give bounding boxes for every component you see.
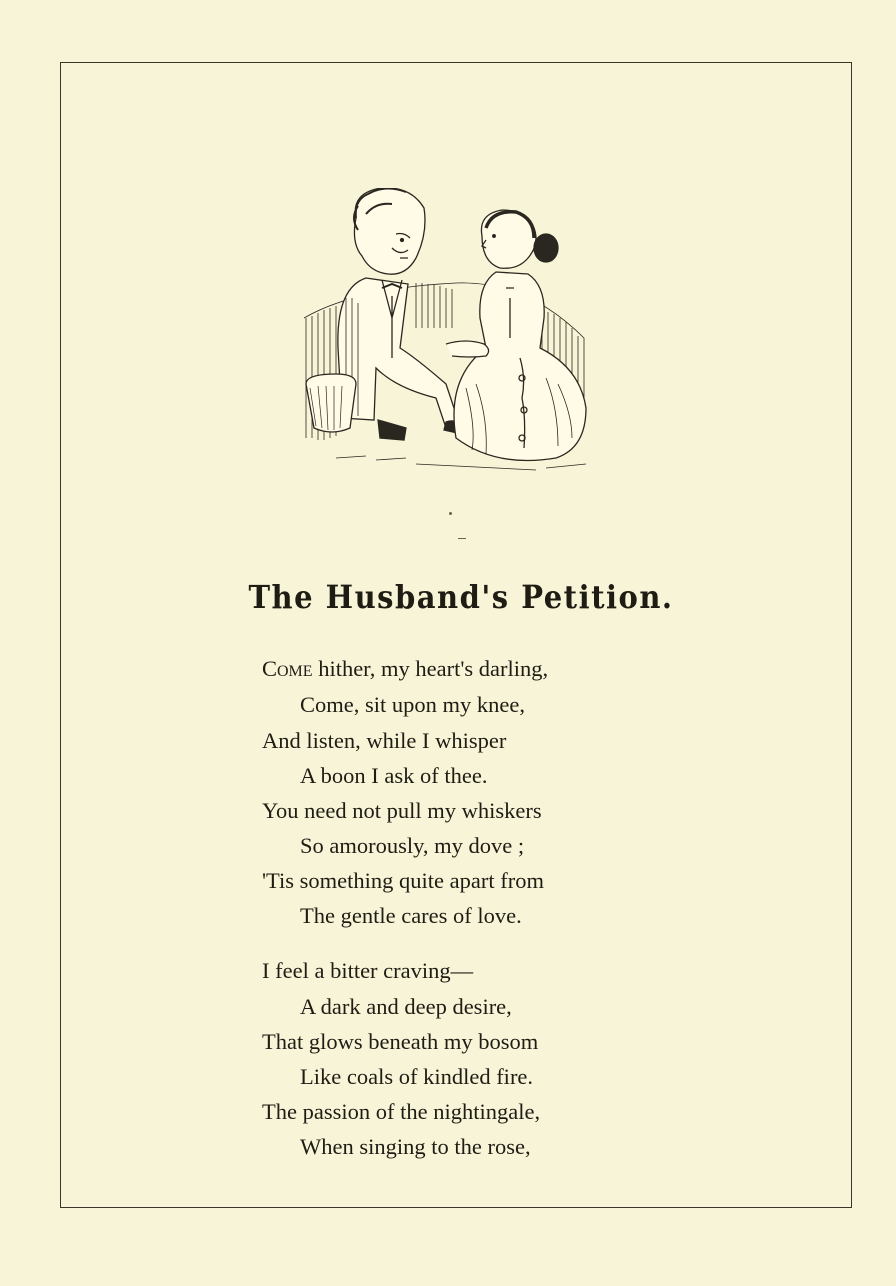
poem-line: Like coals of kindled fire. — [300, 1064, 534, 1089]
poem-line: I feel a bitter craving— — [262, 958, 474, 983]
ornament-dot — [449, 512, 452, 515]
poem-title: The Husband's Petition. — [248, 578, 674, 616]
poem-line: And listen, while I whisper — [262, 728, 507, 753]
poem-line: That glows beneath my bosom — [262, 1029, 539, 1054]
poem-line: Come hither, my heart's darling, — [262, 656, 549, 681]
drop-word: Come — [262, 656, 313, 681]
poem-line: The gentle cares of love. — [300, 903, 522, 928]
poem-line: 'Tis something quite apart from — [262, 868, 544, 893]
ornament-dash — [458, 538, 466, 539]
poem-line: When singing to the rose, — [300, 1134, 531, 1159]
poem-line: Come, sit upon my knee, — [300, 692, 525, 717]
poem-line: A boon I ask of thee. — [300, 763, 488, 788]
couple-engraving-icon — [296, 188, 608, 488]
poem-line: The passion of the nightingale, — [262, 1099, 541, 1124]
poem-line: So amorously, my dove ; — [300, 833, 525, 858]
poem-line: You need not pull my whiskers — [262, 798, 542, 823]
poem-line: A dark and deep desire, — [300, 994, 512, 1019]
